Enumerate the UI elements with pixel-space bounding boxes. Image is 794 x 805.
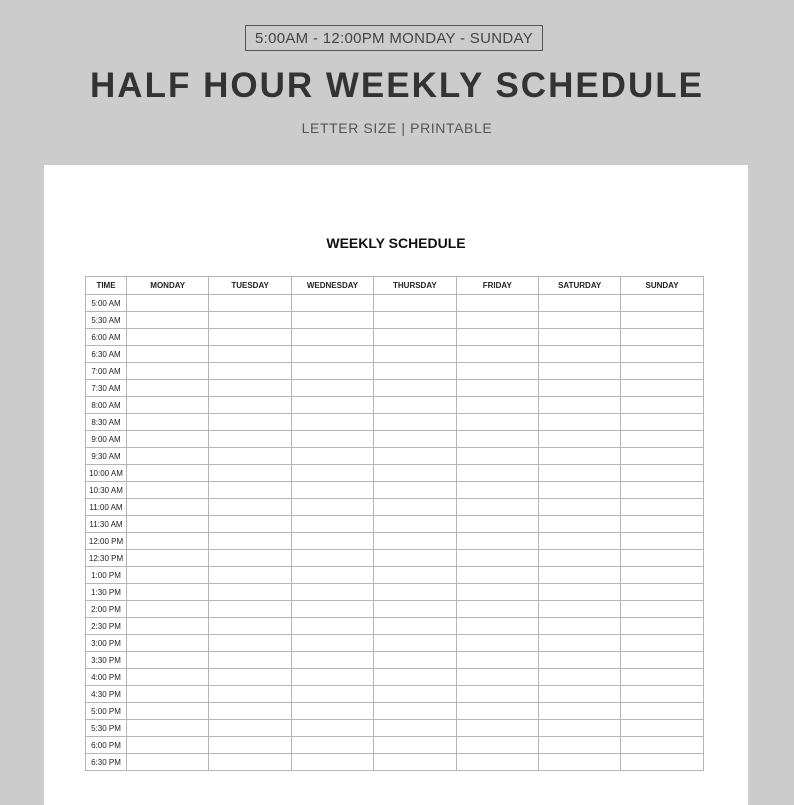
- schedule-cell: [456, 380, 538, 397]
- schedule-cell: [456, 414, 538, 431]
- schedule-cell: [209, 618, 291, 635]
- schedule-cell: [127, 312, 209, 329]
- schedule-cell: [538, 737, 620, 754]
- schedule-cell: [127, 635, 209, 652]
- schedule-cell: [209, 346, 291, 363]
- table-row: [86, 533, 704, 550]
- time-slot-label: 3:30 PM: [86, 652, 127, 669]
- schedule-cell: [127, 652, 209, 669]
- schedule-cell: [621, 635, 703, 652]
- schedule-cell: [374, 550, 456, 567]
- time-slot-label: 4:30 PM: [86, 686, 127, 703]
- schedule-cell: [456, 465, 538, 482]
- schedule-cell: [374, 669, 456, 686]
- schedule-cell: [291, 703, 373, 720]
- schedule-cell: [291, 686, 373, 703]
- schedule-cell: [209, 601, 291, 618]
- schedule-cell: [291, 584, 373, 601]
- day-header-thursday: THURSDAY: [374, 277, 456, 295]
- schedule-cell: [538, 754, 620, 771]
- schedule-cell: [291, 431, 373, 448]
- day-header-sunday: SUNDAY: [621, 277, 703, 295]
- schedule-cell: [374, 397, 456, 414]
- schedule-cell: [209, 363, 291, 380]
- schedule-cell: [291, 601, 373, 618]
- schedule-cell: [127, 703, 209, 720]
- table-row: [86, 754, 704, 771]
- schedule-cell: [456, 754, 538, 771]
- schedule-cell: [374, 499, 456, 516]
- time-column-header: TIME: [86, 277, 127, 295]
- schedule-cell: [209, 550, 291, 567]
- schedule-cell: [621, 363, 703, 380]
- schedule-cell: [127, 380, 209, 397]
- schedule-cell: [538, 703, 620, 720]
- schedule-cell: [127, 499, 209, 516]
- schedule-cell: [456, 363, 538, 380]
- time-slot-label: 10:00 AM: [86, 465, 127, 482]
- schedule-cell: [538, 686, 620, 703]
- table-row: [86, 737, 704, 754]
- time-slot-label: 7:30 AM: [86, 380, 127, 397]
- schedule-cell: [291, 720, 373, 737]
- schedule-cell: [621, 652, 703, 669]
- time-slot-label: 12:00 PM: [86, 533, 127, 550]
- schedule-cell: [621, 533, 703, 550]
- table-row: [86, 516, 704, 533]
- schedule-cell: [127, 669, 209, 686]
- table-row: [86, 380, 704, 397]
- time-slot-label: 12:30 PM: [86, 550, 127, 567]
- schedule-cell: [374, 431, 456, 448]
- table-row: [86, 312, 704, 329]
- schedule-cell: [209, 414, 291, 431]
- table-row: [86, 431, 704, 448]
- schedule-cell: [538, 329, 620, 346]
- schedule-cell: [291, 363, 373, 380]
- table-row: [86, 550, 704, 567]
- time-slot-label: 9:00 AM: [86, 431, 127, 448]
- time-slot-label: 5:00 PM: [86, 703, 127, 720]
- schedule-cell: [291, 652, 373, 669]
- schedule-cell: [209, 720, 291, 737]
- schedule-cell: [621, 448, 703, 465]
- schedule-cell: [621, 516, 703, 533]
- schedule-cell: [209, 312, 291, 329]
- schedule-cell: [374, 346, 456, 363]
- table-row: [86, 499, 704, 516]
- schedule-cell: [291, 380, 373, 397]
- schedule-body: [86, 295, 704, 771]
- schedule-cell: [374, 448, 456, 465]
- schedule-cell: [456, 720, 538, 737]
- table-row: [86, 397, 704, 414]
- schedule-cell: [374, 482, 456, 499]
- schedule-cell: [209, 431, 291, 448]
- day-header-saturday: SATURDAY: [538, 277, 620, 295]
- table-row: [86, 720, 704, 737]
- schedule-cell: [291, 397, 373, 414]
- schedule-cell: [209, 448, 291, 465]
- table-row: [86, 601, 704, 618]
- schedule-cell: [374, 329, 456, 346]
- schedule-cell: [291, 295, 373, 312]
- schedule-cell: [374, 601, 456, 618]
- time-slot-label: 5:30 AM: [86, 312, 127, 329]
- schedule-cell: [374, 312, 456, 329]
- schedule-cell: [374, 652, 456, 669]
- schedule-cell: [291, 499, 373, 516]
- schedule-cell: [291, 465, 373, 482]
- schedule-cell: [456, 635, 538, 652]
- schedule-cell: [621, 754, 703, 771]
- schedule-cell: [538, 448, 620, 465]
- schedule-cell: [209, 482, 291, 499]
- schedule-cell: [209, 516, 291, 533]
- schedule-cell: [538, 720, 620, 737]
- schedule-cell: [621, 720, 703, 737]
- table-row: [86, 652, 704, 669]
- schedule-cell: [374, 516, 456, 533]
- schedule-cell: [127, 295, 209, 312]
- time-slot-label: 5:30 PM: [86, 720, 127, 737]
- time-slot-label: 11:30 AM: [86, 516, 127, 533]
- schedule-cell: [209, 295, 291, 312]
- schedule-cell: [456, 346, 538, 363]
- day-header-tuesday: TUESDAY: [209, 277, 291, 295]
- schedule-cell: [621, 550, 703, 567]
- schedule-cell: [456, 533, 538, 550]
- schedule-cell: [209, 380, 291, 397]
- schedule-cell: [621, 312, 703, 329]
- day-header-friday: FRIDAY: [456, 277, 538, 295]
- schedule-cell: [621, 482, 703, 499]
- schedule-cell: [538, 567, 620, 584]
- day-header-monday: MONDAY: [127, 277, 209, 295]
- schedule-cell: [538, 482, 620, 499]
- schedule-cell: [456, 550, 538, 567]
- schedule-cell: [621, 618, 703, 635]
- schedule-cell: [538, 380, 620, 397]
- schedule-cell: [538, 295, 620, 312]
- schedule-cell: [621, 295, 703, 312]
- schedule-cell: [127, 329, 209, 346]
- schedule-cell: [291, 550, 373, 567]
- schedule-cell: [374, 380, 456, 397]
- schedule-cell: [374, 363, 456, 380]
- schedule-cell: [538, 397, 620, 414]
- time-slot-label: 3:00 PM: [86, 635, 127, 652]
- schedule-cell: [209, 635, 291, 652]
- schedule-cell: [621, 465, 703, 482]
- schedule-cell: [291, 329, 373, 346]
- schedule-cell: [456, 584, 538, 601]
- schedule-cell: [291, 482, 373, 499]
- schedule-cell: [127, 720, 209, 737]
- schedule-cell: [456, 482, 538, 499]
- table-row: [86, 363, 704, 380]
- schedule-cell: [209, 567, 291, 584]
- schedule-cell: [621, 737, 703, 754]
- schedule-cell: [621, 380, 703, 397]
- schedule-cell: [291, 516, 373, 533]
- schedule-cell: [538, 465, 620, 482]
- schedule-cell: [456, 703, 538, 720]
- sheet-title: WEEKLY SCHEDULE: [326, 235, 466, 251]
- time-range-badge: 5:00AM - 12:00PM MONDAY - SUNDAY: [245, 25, 543, 51]
- table-row: [86, 482, 704, 499]
- table-row: [86, 618, 704, 635]
- schedule-cell: [538, 516, 620, 533]
- schedule-cell: [374, 414, 456, 431]
- schedule-cell: [127, 431, 209, 448]
- time-slot-label: 6:30 PM: [86, 754, 127, 771]
- schedule-cell: [538, 312, 620, 329]
- table-row: [86, 448, 704, 465]
- table-row: [86, 329, 704, 346]
- schedule-cell: [374, 720, 456, 737]
- schedule-cell: [374, 584, 456, 601]
- schedule-cell: [456, 652, 538, 669]
- schedule-cell: [127, 363, 209, 380]
- schedule-cell: [374, 567, 456, 584]
- time-slot-label: 11:00 AM: [86, 499, 127, 516]
- schedule-cell: [291, 618, 373, 635]
- schedule-cell: [127, 618, 209, 635]
- schedule-cell: [621, 686, 703, 703]
- schedule-cell: [456, 516, 538, 533]
- schedule-cell: [209, 686, 291, 703]
- schedule-cell: [209, 652, 291, 669]
- schedule-cell: [209, 533, 291, 550]
- schedule-cell: [621, 431, 703, 448]
- schedule-cell: [538, 499, 620, 516]
- table-row: [86, 346, 704, 363]
- schedule-cell: [538, 550, 620, 567]
- schedule-cell: [291, 737, 373, 754]
- schedule-cell: [621, 329, 703, 346]
- schedule-cell: [127, 567, 209, 584]
- time-slot-label: 4:00 PM: [86, 669, 127, 686]
- schedule-cell: [456, 312, 538, 329]
- schedule-cell: [538, 652, 620, 669]
- table-row: [86, 295, 704, 312]
- schedule-cell: [456, 397, 538, 414]
- time-slot-label: 1:30 PM: [86, 584, 127, 601]
- schedule-cell: [538, 431, 620, 448]
- schedule-cell: [291, 635, 373, 652]
- time-slot-label: 9:30 AM: [86, 448, 127, 465]
- schedule-cell: [456, 499, 538, 516]
- schedule-cell: [209, 329, 291, 346]
- schedule-cell: [374, 635, 456, 652]
- schedule-cell: [538, 601, 620, 618]
- schedule-cell: [291, 414, 373, 431]
- schedule-cell: [127, 482, 209, 499]
- schedule-cell: [127, 414, 209, 431]
- schedule-cell: [621, 601, 703, 618]
- table-row: [86, 584, 704, 601]
- schedule-cell: [127, 533, 209, 550]
- time-slot-label: 6:00 AM: [86, 329, 127, 346]
- schedule-cell: [374, 754, 456, 771]
- time-slot-label: 7:00 AM: [86, 363, 127, 380]
- schedule-cell: [374, 703, 456, 720]
- schedule-cell: [621, 669, 703, 686]
- schedule-cell: [456, 601, 538, 618]
- schedule-cell: [291, 669, 373, 686]
- schedule-cell: [209, 499, 291, 516]
- schedule-cell: [456, 295, 538, 312]
- schedule-cell: [291, 448, 373, 465]
- schedule-cell: [621, 397, 703, 414]
- schedule-cell: [621, 567, 703, 584]
- table-row: [86, 686, 704, 703]
- schedule-cell: [291, 312, 373, 329]
- schedule-cell: [291, 533, 373, 550]
- schedule-cell: [621, 703, 703, 720]
- schedule-cell: [127, 465, 209, 482]
- schedule-cell: [374, 737, 456, 754]
- schedule-cell: [127, 448, 209, 465]
- table-row: [86, 703, 704, 720]
- schedule-cell: [127, 601, 209, 618]
- schedule-sheet: [44, 165, 748, 805]
- schedule-cell: [127, 686, 209, 703]
- schedule-cell: [538, 533, 620, 550]
- time-slot-label: 8:30 AM: [86, 414, 127, 431]
- schedule-cell: [291, 567, 373, 584]
- schedule-cell: [209, 669, 291, 686]
- schedule-cell: [291, 346, 373, 363]
- schedule-cell: [456, 669, 538, 686]
- schedule-cell: [374, 618, 456, 635]
- schedule-cell: [456, 329, 538, 346]
- header-row: [86, 277, 704, 295]
- schedule-table: [85, 276, 704, 771]
- schedule-cell: [127, 737, 209, 754]
- schedule-cell: [127, 550, 209, 567]
- page-title: HALF HOUR WEEKLY SCHEDULE: [90, 66, 704, 105]
- schedule-cell: [621, 499, 703, 516]
- schedule-cell: [374, 295, 456, 312]
- schedule-cell: [538, 584, 620, 601]
- schedule-cell: [209, 754, 291, 771]
- time-slot-label: 5:00 AM: [86, 295, 127, 312]
- table-row: [86, 414, 704, 431]
- schedule-cell: [127, 346, 209, 363]
- schedule-cell: [538, 414, 620, 431]
- time-slot-label: 2:00 PM: [86, 601, 127, 618]
- time-slot-label: 6:30 AM: [86, 346, 127, 363]
- schedule-cell: [209, 584, 291, 601]
- schedule-cell: [538, 618, 620, 635]
- schedule-cell: [374, 465, 456, 482]
- schedule-cell: [456, 448, 538, 465]
- schedule-cell: [127, 397, 209, 414]
- schedule-cell: [621, 346, 703, 363]
- table-row: [86, 567, 704, 584]
- table-row: [86, 669, 704, 686]
- time-slot-label: 6:00 PM: [86, 737, 127, 754]
- table-row: [86, 465, 704, 482]
- schedule-cell: [538, 363, 620, 380]
- schedule-cell: [209, 465, 291, 482]
- schedule-cell: [456, 618, 538, 635]
- time-slot-label: 1:00 PM: [86, 567, 127, 584]
- schedule-cell: [127, 754, 209, 771]
- schedule-cell: [621, 584, 703, 601]
- schedule-cell: [456, 431, 538, 448]
- schedule-cell: [127, 516, 209, 533]
- schedule-cell: [209, 397, 291, 414]
- table-row: [86, 635, 704, 652]
- time-slot-label: 2:30 PM: [86, 618, 127, 635]
- schedule-cell: [621, 414, 703, 431]
- schedule-cell: [291, 754, 373, 771]
- schedule-cell: [209, 737, 291, 754]
- schedule-cell: [209, 703, 291, 720]
- schedule-cell: [538, 669, 620, 686]
- schedule-cell: [127, 584, 209, 601]
- page-subtitle: LETTER SIZE | PRINTABLE: [301, 120, 493, 136]
- time-slot-label: 10:30 AM: [86, 482, 127, 499]
- schedule-cell: [374, 686, 456, 703]
- schedule-cell: [538, 346, 620, 363]
- time-slot-label: 8:00 AM: [86, 397, 127, 414]
- day-header-wednesday: WEDNESDAY: [291, 277, 373, 295]
- schedule-cell: [456, 686, 538, 703]
- schedule-cell: [374, 533, 456, 550]
- schedule-cell: [456, 737, 538, 754]
- schedule-cell: [456, 567, 538, 584]
- schedule-cell: [538, 635, 620, 652]
